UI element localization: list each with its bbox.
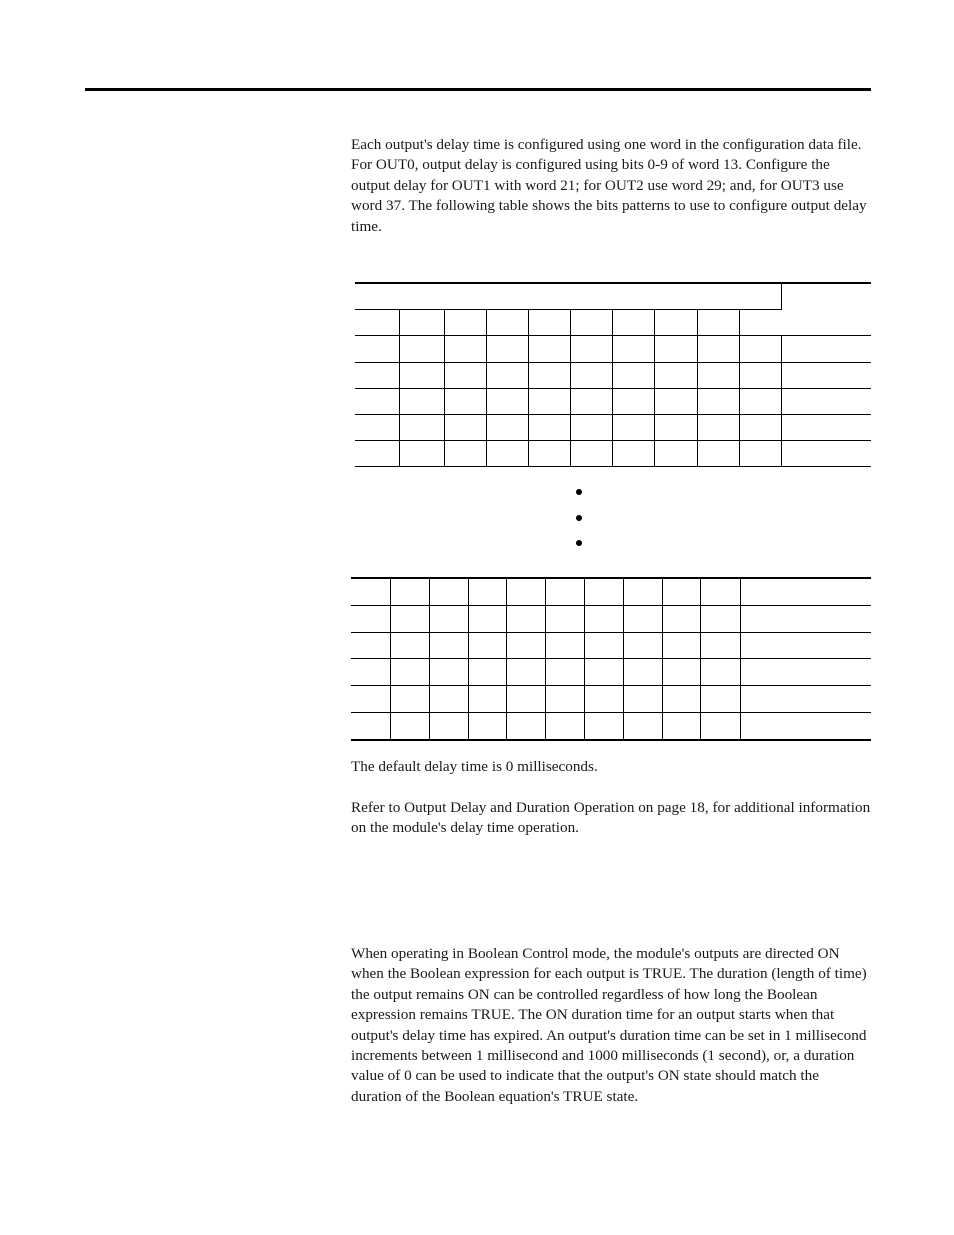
table-row [355, 362, 871, 388]
header-cell [697, 310, 739, 336]
table-cell [506, 605, 545, 632]
table-cell [700, 578, 740, 605]
table-cell [612, 336, 654, 362]
header-cell [355, 283, 781, 310]
table-cell [697, 336, 739, 362]
header-cell [528, 310, 570, 336]
table-cell [654, 336, 697, 362]
table-cell [697, 388, 739, 414]
table-cell [781, 441, 871, 467]
table-cell [390, 578, 429, 605]
table-cell [740, 659, 871, 686]
table-row [355, 414, 871, 440]
header-cell [355, 310, 399, 336]
table-cell [444, 441, 486, 467]
table-cell [486, 441, 528, 467]
table-cell [528, 414, 570, 440]
header-cell [739, 310, 781, 336]
table-cell [584, 632, 623, 659]
table-row [355, 336, 871, 362]
table-cell [528, 336, 570, 362]
table-row [351, 659, 871, 686]
header-cell [444, 310, 486, 336]
table-cell [399, 441, 444, 467]
table-cell [700, 605, 740, 632]
table-cell [700, 712, 740, 739]
table-cell [781, 336, 871, 362]
default-delay-text: The default delay time is 0 milliseconds. [351, 758, 598, 775]
table-cell [545, 605, 584, 632]
table-cell [570, 441, 612, 467]
table-cell [739, 336, 781, 362]
table-cell [355, 441, 399, 467]
table-cell [390, 712, 429, 739]
table-cell [623, 605, 662, 632]
bullet-dot [576, 515, 582, 521]
table-cell [740, 605, 871, 632]
table-cell [351, 632, 390, 659]
table-cell [468, 712, 506, 739]
table-cell [355, 414, 399, 440]
table-cell [740, 712, 871, 739]
table-cell [528, 441, 570, 467]
table-cell [429, 632, 468, 659]
table-cell [444, 336, 486, 362]
table-cell [584, 578, 623, 605]
table-row [351, 578, 871, 605]
table-row [351, 712, 871, 739]
delay-bit-pattern-table-top [355, 282, 871, 467]
refer-paragraph: Refer to Output Delay and Duration Operation on page 18, for additional information on the module's delay time operation. [351, 799, 871, 837]
table-cell [390, 686, 429, 713]
table-cell [351, 578, 390, 605]
table-cell [444, 362, 486, 388]
continuation-dots [576, 489, 584, 566]
table-cell [351, 712, 390, 739]
table-row [355, 441, 871, 467]
table-cell [584, 686, 623, 713]
table-cell [654, 414, 697, 440]
table-cell [429, 578, 468, 605]
delay-bit-pattern-table-bottom [351, 577, 871, 741]
table-cell [545, 632, 584, 659]
table-cell [739, 414, 781, 440]
table-cell [662, 605, 700, 632]
table-cell [390, 659, 429, 686]
table-cell [351, 686, 390, 713]
header-cell [654, 310, 697, 336]
table-cell [612, 414, 654, 440]
table-cell [351, 659, 390, 686]
table-cell [528, 362, 570, 388]
table-row [351, 605, 871, 632]
table-cell [390, 605, 429, 632]
table-cell [697, 441, 739, 467]
bullet-dot [576, 489, 582, 495]
bullet-dot [576, 540, 582, 546]
table-cell [570, 362, 612, 388]
table-cell [390, 632, 429, 659]
table-cell [429, 686, 468, 713]
table-cell [399, 414, 444, 440]
table-cell [700, 686, 740, 713]
table-cell [506, 632, 545, 659]
table-cell [506, 578, 545, 605]
table-row [351, 686, 871, 713]
table-cell [486, 362, 528, 388]
table-cell [444, 414, 486, 440]
table-cell [740, 632, 871, 659]
table-cell [740, 686, 871, 713]
table-cell [623, 712, 662, 739]
table-cell [623, 632, 662, 659]
table-cell [584, 605, 623, 632]
table-cell [506, 659, 545, 686]
table-cell [739, 388, 781, 414]
header-cell [486, 310, 528, 336]
table-cell [584, 659, 623, 686]
table-cell [486, 388, 528, 414]
table-cell [570, 388, 612, 414]
table-cell [429, 605, 468, 632]
table-cell [612, 362, 654, 388]
table-cell [700, 632, 740, 659]
table-cell [623, 578, 662, 605]
table-cell [486, 414, 528, 440]
table-header-row [355, 283, 871, 310]
table-cell [355, 388, 399, 414]
header-cell [781, 283, 871, 336]
table-cell [654, 441, 697, 467]
header-cell [399, 310, 444, 336]
table-cell [697, 414, 739, 440]
table-cell [468, 632, 506, 659]
table-cell [570, 414, 612, 440]
table-cell [545, 712, 584, 739]
table-cell [739, 362, 781, 388]
table-cell [486, 336, 528, 362]
table-cell [654, 388, 697, 414]
table-cell [399, 336, 444, 362]
table-cell [545, 578, 584, 605]
table-cell [739, 441, 781, 467]
table-cell [623, 686, 662, 713]
table-cell [399, 388, 444, 414]
table-cell [781, 362, 871, 388]
table-cell [506, 686, 545, 713]
table-cell [545, 686, 584, 713]
table-cell [584, 712, 623, 739]
table-cell [623, 659, 662, 686]
table-cell [654, 362, 697, 388]
table-cell [612, 388, 654, 414]
table-cell [697, 362, 739, 388]
table-cell [545, 659, 584, 686]
table-cell [468, 686, 506, 713]
table-cell [399, 362, 444, 388]
table-cell [662, 686, 700, 713]
table-cell [468, 605, 506, 632]
table-cell [528, 388, 570, 414]
intro-paragraph: Each output's delay time is configured using one word in the configuration data file. For OUT0, output delay is configured using bits 0-9 of word 13. Configure the output delay for OUT1 with word 21; for OUT2 use word 29; and, for OUT3 use word 37. The following table shows the bits patterns to use to configure output delay time. [351, 136, 867, 235]
table-cell [429, 659, 468, 686]
table-cell [506, 712, 545, 739]
table-cell [612, 441, 654, 467]
table-cell [468, 578, 506, 605]
table-cell [429, 712, 468, 739]
table-row [351, 632, 871, 659]
table-cell [355, 336, 399, 362]
table-cell [662, 659, 700, 686]
table-cell [662, 712, 700, 739]
header-rule [85, 88, 871, 91]
table-cell [355, 362, 399, 388]
header-cell [570, 310, 612, 336]
table-cell [781, 388, 871, 414]
table-cell [740, 578, 871, 605]
table-cell [351, 605, 390, 632]
table-cell [570, 336, 612, 362]
table-cell [662, 578, 700, 605]
table-cell [468, 659, 506, 686]
table-cell [662, 632, 700, 659]
table-row [355, 388, 871, 414]
header-cell [612, 310, 654, 336]
duration-paragraph: When operating in Boolean Control mode, the module's outputs are directed ON when the Boolean expression for each output is TRUE. The duration (length of time) the output remains ON can be controlled regardless of how long the Boolean expression remains TRUE. The ON duration time for an output starts when that output's delay time has expired. An output's duration time can be set in 1 millisecond increments between 1 millisecond and 1000 milliseconds (1 second), or, a duration value of 0 can be used to indicate that the output's ON state should match the duration of the Boolean equation's TRUE state. [351, 945, 867, 1105]
table-cell [444, 388, 486, 414]
table-cell [700, 659, 740, 686]
table-cell [781, 414, 871, 440]
